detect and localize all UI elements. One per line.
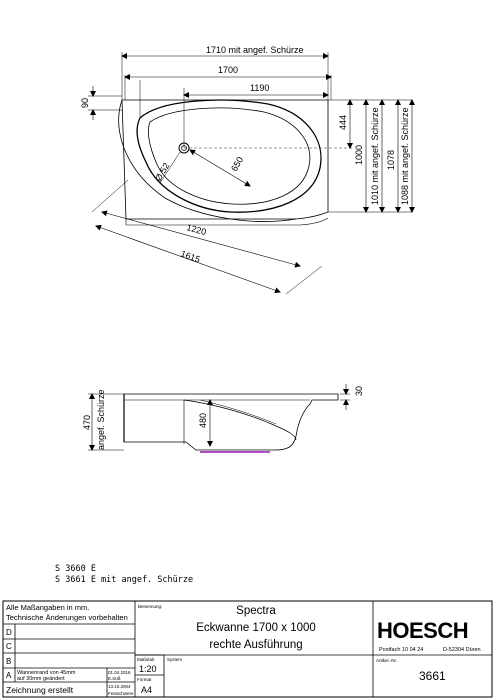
title-line3: rechte Ausführung (209, 639, 303, 651)
section-view (88, 384, 350, 450)
dim-1010: 1010 mit angef. Schürze (370, 107, 380, 205)
dim-drain-dia: Ø 52 (153, 161, 172, 183)
scale-value: 1:20 (139, 664, 157, 674)
created-label: Zeichnung erstellt (6, 685, 74, 695)
tub-outline (122, 100, 328, 219)
created-date: 13.10.2004 (108, 684, 131, 689)
model-list (55, 564, 193, 585)
created-by: Festschwere (108, 691, 134, 696)
article-number: 3661 (419, 669, 446, 683)
note-line2: Technische Änderungen vorbehalten (6, 613, 128, 622)
section-outline (124, 394, 338, 450)
address-right: D-52304 Düren (443, 647, 481, 653)
dim-650: 650 (229, 154, 246, 173)
title-line1: Spectra (236, 605, 276, 617)
rev-letter-a: A (6, 671, 12, 680)
dim-1700: 1700 (218, 65, 239, 75)
dim-30: 30 (354, 385, 364, 396)
rev-letter-b: B (6, 657, 12, 666)
basin-outer (137, 100, 321, 212)
dim-1710: 1710 mit angef. Schürze (206, 45, 304, 55)
model-note-2: mit angef. Schürze (101, 575, 194, 585)
dim-444: 444 (338, 114, 348, 130)
basin-inner (148, 108, 309, 204)
designation-label: Benennung: (138, 604, 163, 609)
note-line1: Alle Maßangaben in mm. (6, 603, 90, 612)
dim-1615: 1615 (179, 248, 202, 265)
title-line2: Eckwanne 1700 x 1000 (196, 622, 316, 634)
dim-470: 470 (82, 414, 92, 430)
dim-480: 480 (198, 412, 208, 428)
address-left: Postfach 10 04 24 (379, 647, 424, 653)
rev-a-text1: Wannenrand von 45mm (17, 670, 76, 676)
dim-1088: 1088 mit angef. Schürze (400, 107, 410, 205)
article-label: Artikel.-Nr. (376, 658, 398, 663)
rev-a-by: E.Süß (108, 676, 121, 681)
rev-letter-d: D (6, 628, 12, 637)
dim-90: 90 (80, 97, 90, 108)
dim-1000: 1000 (354, 144, 364, 165)
rev-a-date: 01.04.2016 (108, 670, 131, 675)
format-value: A4 (141, 685, 153, 695)
brand-logo: HOESCH (377, 618, 469, 643)
plan-labels (80, 45, 410, 265)
rev-a-text2: auf 30mm geändert (17, 676, 65, 682)
system-label: System (167, 657, 183, 662)
format-label: Format (137, 677, 152, 682)
dim-1220: 1220 (185, 222, 208, 238)
dim-apron-label: angef. Schürze (96, 389, 106, 450)
scale-label: Maßstab (137, 657, 155, 662)
rev-letter-c: C (6, 642, 12, 651)
dim-1190: 1190 (250, 83, 270, 93)
dim-1078: 1078 (386, 149, 396, 170)
model-code-2: S 3661 E (55, 575, 96, 585)
model-code-1: S 3660 E (55, 564, 96, 574)
